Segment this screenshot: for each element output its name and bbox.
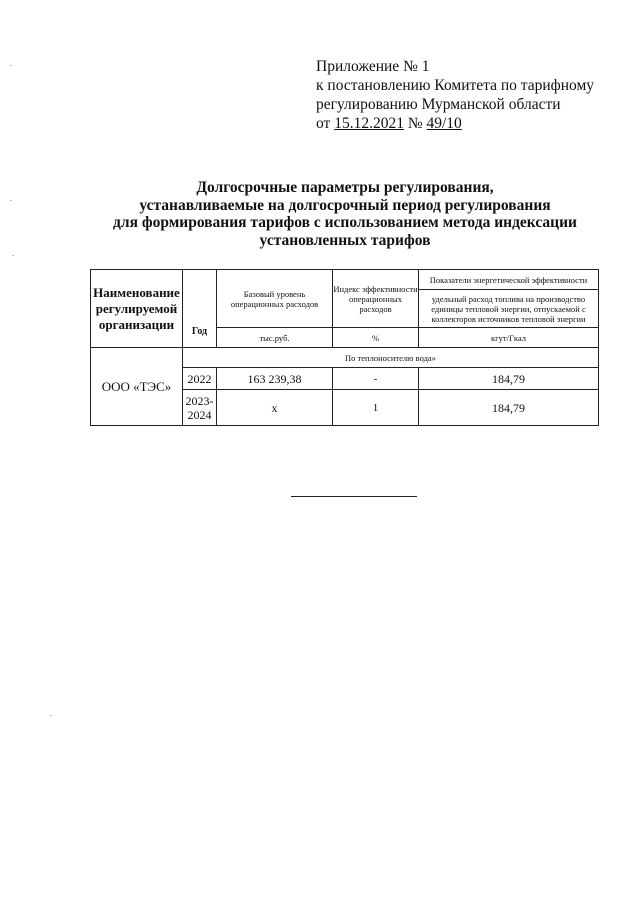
title-line-4: установленных тарифов	[259, 231, 431, 249]
row-year: 2022	[183, 368, 217, 390]
base-unit: тыс.руб.	[217, 328, 333, 348]
efficiency-index-header: Индекс эффективности операционных расходов	[333, 270, 419, 328]
row-base-value: 163 239,38	[217, 368, 333, 390]
organization-name: ООО «ТЭС»	[91, 348, 183, 426]
resolution-number: 49/10	[426, 115, 462, 132]
title-line-1: Долгосрочные параметры регулирования,	[196, 179, 494, 196]
closing-line	[291, 496, 417, 497]
base-opex-header: Базовый уровень операционных расходов	[217, 270, 333, 328]
fuel-consumption-header: удельный расход топлива на производство единицы тепловой энергии, отпускаемой с коллекторов источников тепловой энергии	[419, 290, 599, 328]
resolution-date: 15.12.2021	[334, 115, 404, 132]
annex-line-3: регулированию Мурманской области	[316, 96, 561, 113]
date-prefix: от	[316, 115, 335, 132]
parameters-table	[90, 269, 599, 426]
row-base-value: х	[217, 390, 333, 426]
row-fuel-value: 184,79	[419, 368, 599, 390]
row-index-value: -	[333, 368, 419, 390]
annex-header	[316, 57, 594, 133]
scan-speck	[50, 715, 52, 716]
org-header: Наименование регулируемой организации	[91, 270, 183, 348]
year-header: Год	[183, 270, 217, 348]
row-fuel-value: 184,79	[419, 390, 599, 426]
title-line-3: для формирования тарифов с использованием метода индексации	[113, 214, 577, 232]
energy-efficiency-header: Показатели энергетической эффективности	[419, 270, 599, 290]
scan-speck	[10, 65, 12, 66]
row-index-value: 1	[333, 390, 419, 426]
scan-speck	[10, 200, 12, 201]
scan-speck	[12, 255, 14, 256]
index-unit: %	[333, 328, 419, 348]
annex-line-2: к постановлению Комитета по тарифному	[316, 77, 595, 94]
number-prefix: №	[403, 115, 427, 132]
row-year: 2023- 2024	[183, 390, 217, 426]
fuel-unit: кгут/Гкал	[419, 328, 599, 348]
title-line-2: устанавливаемые на долгосрочный период регулирования	[139, 196, 551, 214]
section-label: По теплоносителю вода»	[183, 348, 599, 368]
annex-date-line	[316, 114, 594, 133]
document-title	[90, 179, 600, 249]
annex-line-1: Приложение № 1	[316, 58, 430, 75]
